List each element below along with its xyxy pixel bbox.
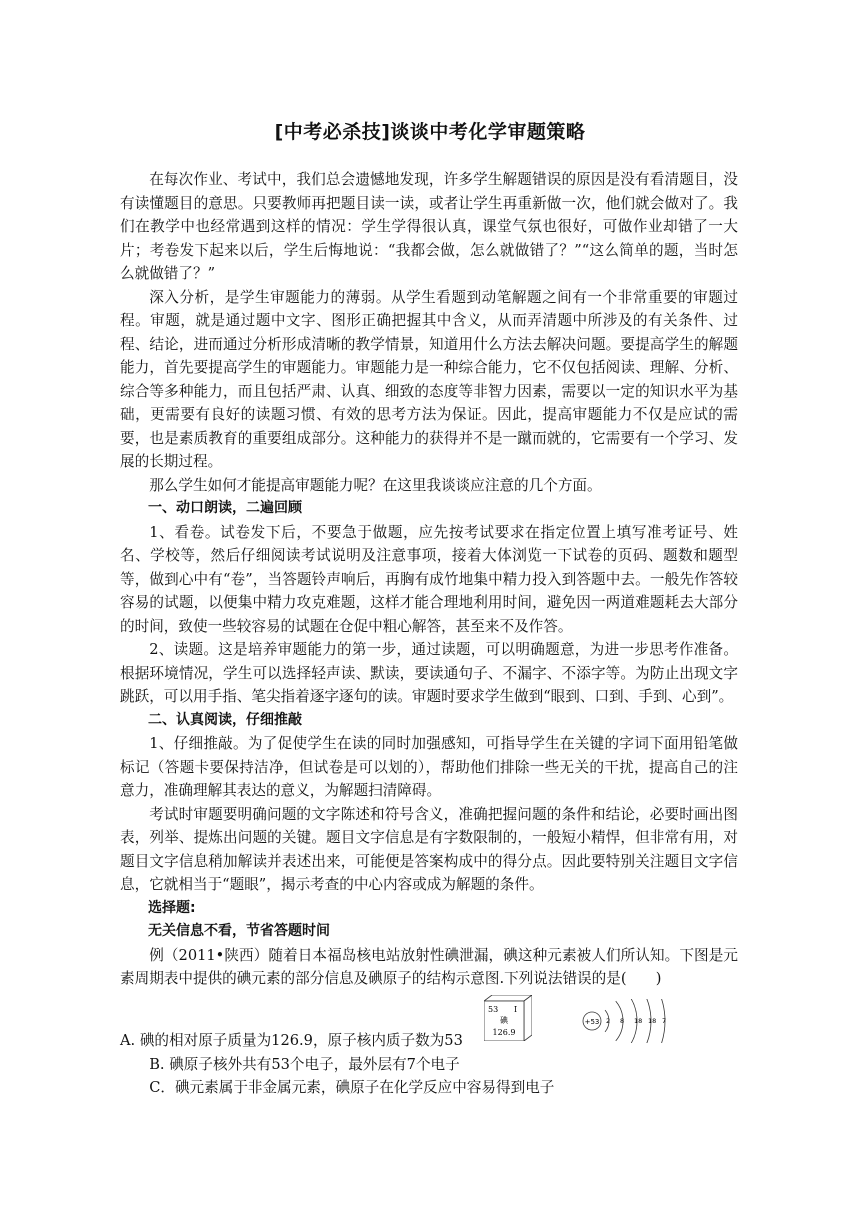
paragraph: 1、仔细推敲。为了促使学生在读的同时加强感知，可指导学生在关键的字词下面用铅笔做标记（答题卡要保持洁净，但试卷是可以划的），帮助他们排除一些无关的干扰，提高自己的注意力，准确理解其表达的意义，为解题扫清障碍。: [120, 735, 738, 799]
document-body: [120, 168, 738, 1100]
option-a: A. 碘的相对原子质量为126.9，原子核内质子数为53: [120, 1032, 463, 1049]
paragraph: 2、读题。这是培养审题能力的第一步，通过读题，可以明确题意，为进一步思考作准备。根据环境情况，学生可以选择轻声读、默读，要读通句子、不漏字、不添字等。为防止出现文字跳跃，可以用手指、笔尖指着逐字逐句的读。审题时要求学生做到“眼到、口到、手到、心到”。: [120, 641, 738, 705]
electron-shells: [605, 999, 666, 1043]
nucleus-charge: +53: [584, 1017, 600, 1026]
paragraph: 在每次作业、考试中，我们总会遗憾地发现，许多学生解题错误的原因是没有看清题目，没有读懂题目的意思。只要教师再把题目读一读，或者让学生再重新做一次，他们就会做对了。我们在教学中也经常遇到这样的情况：学生学得很认真，课堂气氛也很好，可做作业却错了一大片；考卷发下起来以后，学生后悔地说：“我都会做，怎么就做错了？”“这么简单的题，当时怎么就做错了？”: [120, 171, 738, 282]
paragraph: 考试时审题要明确问题的文字陈述和符号含义，准确把握问题的条件和结论，必要时画出图表，列举、提炼出问题的关键。题目文字信息是有字数限制的，一般短小精悍，但非常有用，对题目文字信息稍加解读并表述出来，可能便是答案构成中的得分点。因此要特别关注题目文字信息，它就相当于“题眼”，揭示考查的中心内容或成为解题的条件。: [120, 805, 738, 893]
question-text: 例（2011•陕西）随着日本福岛核电站放射性碘泄漏，碘这种元素被人们所认知。下图是元素周期表中提供的碘元素的部分信息及碘原子的结构示意图.下列说法错误的是( ): [120, 946, 738, 987]
shell-electron-count: 7: [662, 1016, 667, 1025]
section-heading: 一、动口朗读，二遍回顾: [148, 500, 302, 516]
atomic-mass: 126.9: [492, 1027, 516, 1037]
question-figures: [120, 993, 738, 1053]
atomic-number: 53: [488, 1004, 499, 1014]
paragraph: 深入分析，是学生审题能力的薄弱。从学生看题到动笔解题之间有一个非常重要的审题过程。审题，就是通过题中文字、图形正确把握其中含义，从而弄清题中所涉及的有关条件、过程、结论，进而通过分析形成清晰的教学情景，知道用什么方法去解决问题。要提高学生的解题能力，首先要提高学生的审题能力。审题能力是一种综合能力，它不仅包括阅读、理解、分析、综合等多种能力，而且包括严肃、认真、细致的态度等非智力因素，需要以一定的知识水平为基础，更需要有良好的读题习惯、有效的思考方法为保证。因此，提高审题能力不仅是应试的需要，也是素质教育的重要组成部分。这种能力的获得并不是一蹴而就的，它需要有一个学习、发展的长期过程。: [120, 288, 738, 470]
shell-electron-count: 2: [606, 1016, 611, 1025]
section-heading: 二、认真阅读，仔细推敲: [148, 711, 302, 728]
shell-electron-count: 18: [648, 1016, 657, 1025]
element-symbol: I: [514, 1004, 518, 1014]
choice-label: 选择题:: [148, 899, 196, 916]
paragraph: 1、看卷。试卷发下后，不要急于做题，应先按考试要求在指定位置上填写准考证号、姓名、学校等，然后仔细阅读考试说明及注意事项，接着大体浏览一下试卷的页码、题数和题型等，做到心中有“卷”，当答题铃声响后，再胸有成竹地集中精力投入到答题中去。一般先作答较容易的试题，以便集中精力攻克难题，这样才能合理地利用时间，避免因一两道难题耗去大部分的时间，致使一些较容易的试题在仓促中粗心解答，甚至来不及作答。: [120, 523, 738, 635]
document-title: [中考必杀技]谈谈中考化学审题策略: [274, 121, 586, 143]
choice-subheading: 无关信息不看，节省答题时间: [148, 923, 330, 939]
shell-electron-count: 18: [634, 1016, 643, 1025]
shell-electron-count: 8: [620, 1016, 625, 1025]
element-name: 碘: [500, 1015, 508, 1025]
option-b: B. 碘原子核外共有53个电子，最外层有7个电子: [149, 1055, 460, 1073]
periodic-table-cell: [484, 995, 532, 1041]
option-c: C．碘元素属于非金属元素，碘原子在化学反应中容易得到电子: [149, 1079, 555, 1096]
paragraph: 那么学生如何才能提高审题能力呢？在这里我谈谈应注意的几个方面。: [149, 476, 602, 494]
atom-structure-diagram: [580, 999, 676, 1043]
